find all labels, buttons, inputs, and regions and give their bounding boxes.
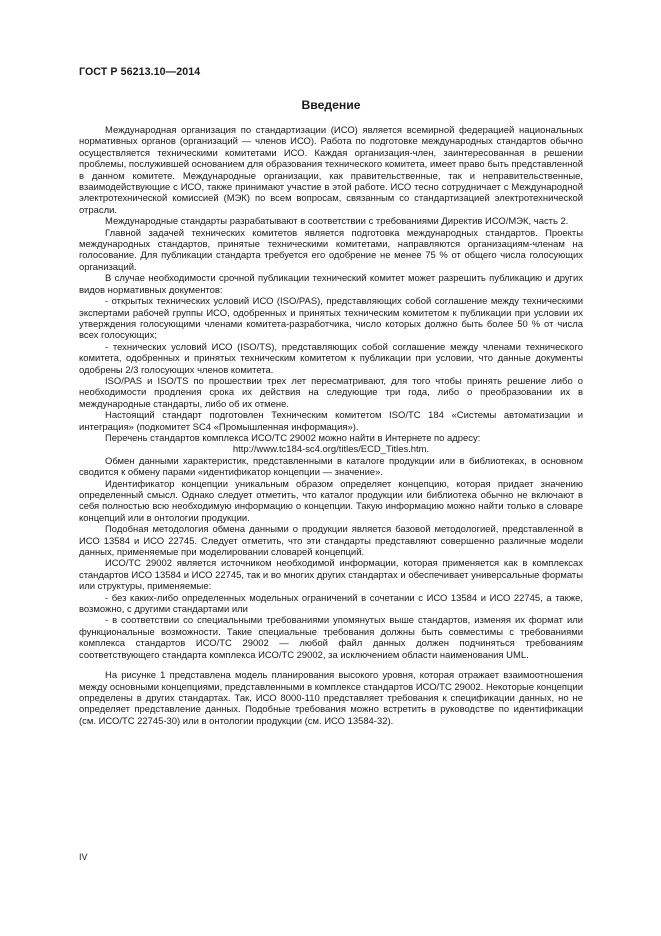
page-number: IV (79, 852, 88, 862)
paragraph-figure-1: На рисунке 1 представлена модель планирования высокого уровня, которая отражает взаимоотношения между основными концепциями, представленными в комплексе стандартов ИСО/ТС 29002. Некоторые концепции определены в других стандартах. Так, ИСО 8000-110 представляет требования к спецификации данных, но не определяет представление данных. Подобные требования можно встретить в руководстве по идентификации (см. ИСО/ТС 22745-30) или в онтологии продукции (см. ИСО 13584-32). (79, 670, 583, 727)
paragraph-concept-identifier: Идентификатор концепции уникальным образом определяет концепцию, которая придает значению определенный смысл. Однако следует отметить, что каталог продукции или библиотека обычно не включают в себя полностью всю необходимую информацию о концепции. Такую информацию можно найти только в словаре концепций или в онтологии продукции. (79, 478, 583, 524)
paragraph-iso-ts-29002: ИСО/ТС 29002 является источником необходимой информации, которая применяется как в комплексах стандартов ИСО 13584 и ИСО 22745, так и во многих других стандартах и обеспечивает универсальные форматы или структуры, применяемые: (79, 558, 583, 593)
paragraph-review: ISO/PAS и ISO/TS по прошествии трех лет пересматривают, для того чтобы принять решение либо о необходимости продления срока их действия на следующие три года, либо о преобразовании их в международные стандарты, либо об их отмене. (79, 375, 583, 410)
body-text (79, 125, 583, 727)
paragraph-methodology: Подобная методология обмена данными о продукции является базовой методологией, представленной в ИСО 13584 и ИСО 22745. Следует отметить, что эти стандарты представляют совершенно различные модели данных, применяемые при моделировании словарей концепций. (79, 524, 583, 559)
standard-header: ГОСТ Р 56213.10—2014 (79, 66, 201, 78)
paragraph-urgent-publication: В случае необходимости срочной публикации технический комитет может разрешить публикацию и других видов нормативных документов: (79, 273, 583, 296)
list-item-iso-pas: - открытых технических условий ИСО (ISO/PAS), представляющих собой соглашение между техническими экспертами рабочей группы ИСО, одобренных и принятых техническим комитетом к публикации при условии их утверждения голосующими членами комитета-разработчика, число которых должно быть более 50 % от числа всех голосующих; (79, 296, 583, 342)
paragraph-data-exchange: Обмен данными характеристик, представленными в каталоге продукции или в библиотеках, в основном сводится к обмену парами «идентификатор концепции — значение». (79, 455, 583, 479)
paragraph-committees: Главной задачей технических комитетов является подготовка международных стандартов. Проекты международных стандартов, принятые техническими комитетами, направляются организациям-членам на голосование. Для публикации стандарта требуется его одобрение не менее 75 % от общего числа голосующих организаций. (79, 227, 583, 273)
paragraph-iso-intro: Международная организация по стандартизации (ИСО) является всемирной федерацией национальных нормативных органов (организаций — членов ИСО). Работа по подготовке международных стандартов обычно осуществляется техническими комитетами ИСО. Каждая организация-член, заинтересованная в решении проблемы, послужившей основанием для образования технического комитета, имеет право быть представленной в данном комитете. Международные организации, как правительственные, так и неправительственные, взаимодействующие с ИСО, также принимают участие в этой работе. ИСО тесно сотрудничает с Международной электротехнической комиссией (МЭК) по всем вопросам, связанным со стандартизацией электротехнической отрасли. (79, 125, 583, 216)
paragraph-directives: Международные стандарты разрабатывают в соответствии с требованиями Директив ИСО/МЭК, часть 2. (105, 216, 569, 228)
paragraph-prepared-by: Настоящий стандарт подготовлен Техническим комитетом ISO/TC 184 «Системы автоматизации и интеграция» (подкомитет SC4 «Промышленная информация»). (79, 410, 583, 433)
standards-url: http://www.tc184-sc4.org/titles/ECD_Titles.htm. (232, 444, 430, 456)
list-item-no-constraints: - без каких-либо определенных модельных ограничений в сочетании с ИСО 13584 и ИСО 22745, а также, возможно, с другими стандартами или (79, 592, 583, 616)
section-title: Введение (301, 98, 361, 112)
list-item-special-requirements: - в соответствии со специальными требованиями упомянутых выше стандартов, изменяя их формат или функциональные возможности. Такие специальные требования должны быть совместимы с требованиями комплекса стандартов ИСО/ТС 29002 — любой файл данных должен подчиняться требованиям соответствующего стандарта комплекса ИСО/ТС 29002, за исключением области наименования UML. (79, 615, 583, 661)
paragraph-list-location: Перечень стандартов комплекса ИСО/ТС 29002 можно найти в Интернете по адресу: (105, 432, 481, 444)
list-item-iso-ts: - технических условий ИСО (ISO/TS), представляющих собой соглашение между членами технического комитета, одобренных и принятых техническим комитетом к публикации при условии, что данные документы одобрены 2/3 голосующих членов комитета. (79, 341, 583, 376)
